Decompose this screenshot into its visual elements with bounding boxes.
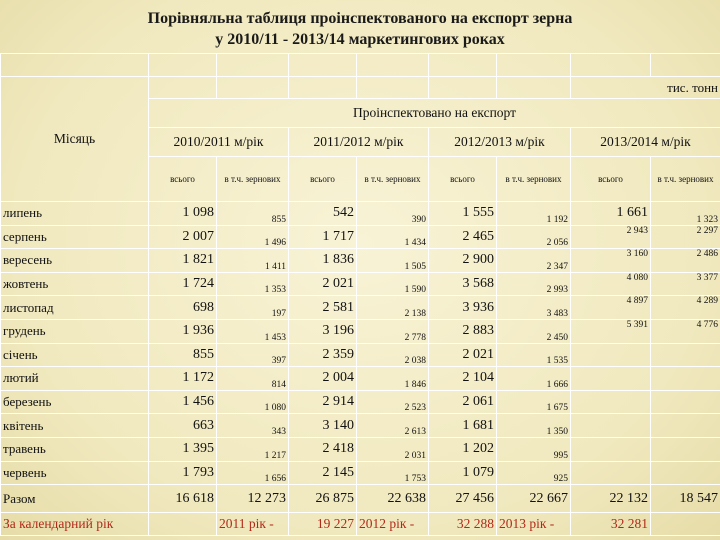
total-value-cell: 1 661 (571, 202, 651, 226)
total-value-cell: 1 172 (149, 367, 217, 391)
month-cell: січень (1, 343, 149, 367)
total-value-cell: 2 104 (429, 367, 497, 391)
total-value-cell (571, 390, 651, 414)
grain-value-cell: 2 038 (357, 343, 429, 367)
month-cell: липень (1, 202, 149, 226)
grain-value-cell: 390 (357, 202, 429, 226)
sub-header-grain: в т.ч. зернових (217, 157, 289, 202)
grain-value-cell (651, 390, 720, 414)
table-row (1, 249, 720, 273)
grain-value-cell (651, 414, 720, 438)
month-cell: травень (1, 437, 149, 461)
total-value-cell (571, 437, 651, 461)
grain-value-cell: 1 535 (497, 343, 571, 367)
grain-value-cell (651, 367, 720, 391)
total-value-cell: 3 936 (429, 296, 497, 320)
grain-value-cell: 1 496 (217, 225, 289, 249)
total-value-cell: 2 465 (429, 225, 497, 249)
total-value-cell: 855 (149, 343, 217, 367)
grain-value-cell: 2 297 (651, 225, 720, 249)
month-cell: листопад (1, 296, 149, 320)
grain-value-cell: 2 486 (651, 249, 720, 273)
month-cell: лютий (1, 367, 149, 391)
grain-value-cell: 1 846 (357, 367, 429, 391)
total-value-cell: 3 196 (289, 319, 357, 343)
grain-value-cell: 1 656 (217, 461, 289, 485)
sub-header-total: всього (429, 157, 497, 202)
month-cell: серпень (1, 225, 149, 249)
total-value-cell: 2 900 (429, 249, 497, 273)
calendar-year-value: 32 288 (429, 513, 497, 536)
total-value-cell: 22 667 (497, 485, 571, 513)
sub-header-total: всього (149, 157, 217, 202)
grain-value-cell: 2 138 (357, 296, 429, 320)
total-value-cell: 2 883 (429, 319, 497, 343)
unit-label: тис. тонн (571, 77, 720, 99)
table-row (1, 414, 720, 438)
sub-header-total: всього (289, 157, 357, 202)
grain-value-cell: 2 993 (497, 272, 571, 296)
total-value-cell: 2 061 (429, 390, 497, 414)
total-value-cell (571, 367, 651, 391)
total-value-cell: 2 021 (289, 272, 357, 296)
grain-value-cell: 1 590 (357, 272, 429, 296)
year-header: 2011/2012 м/рік (289, 128, 429, 157)
grain-value-cell: 925 (497, 461, 571, 485)
total-value-cell: 3 140 (289, 414, 357, 438)
grain-value-cell: 2 031 (357, 437, 429, 461)
empty-cell (1, 54, 149, 77)
total-value-cell: 1 793 (149, 461, 217, 485)
total-value-cell: 1 717 (289, 225, 357, 249)
grain-value-cell: 4 776 (651, 319, 720, 343)
table-row (1, 202, 720, 226)
grain-value-cell: 2 056 (497, 225, 571, 249)
month-cell: вересень (1, 249, 149, 273)
total-value-cell: 2 145 (289, 461, 357, 485)
total-value-cell: 1 836 (289, 249, 357, 273)
total-value-cell: 1 936 (149, 319, 217, 343)
table-row (1, 272, 720, 296)
year-header: 2012/2013 м/рік (429, 128, 571, 157)
table-row (1, 343, 720, 367)
total-value-cell: 12 273 (217, 485, 289, 513)
title-line-1: Порівняльна таблиця проінспектованого на експорт зерна (147, 10, 573, 27)
grain-value-cell: 1 453 (217, 319, 289, 343)
total-value-cell: 2 004 (289, 367, 357, 391)
total-value-cell: 2 418 (289, 437, 357, 461)
page-title (0, 8, 720, 50)
grain-value-cell: 2 613 (357, 414, 429, 438)
total-value-cell: 1 724 (149, 272, 217, 296)
total-value-cell: 2 914 (289, 390, 357, 414)
grain-value-cell: 3 483 (497, 296, 571, 320)
sub-header-total: всього (571, 157, 651, 202)
sub-header-grain: в т.ч. зернових (651, 157, 720, 202)
grain-value-cell: 1 753 (357, 461, 429, 485)
calendar-label: За календарний рік (1, 513, 149, 536)
grain-value-cell: 1 675 (497, 390, 571, 414)
grain-value-cell: 2 450 (497, 319, 571, 343)
export-table (0, 53, 720, 536)
grain-value-cell: 3 377 (651, 272, 720, 296)
total-value-cell: 22 638 (357, 485, 429, 513)
total-value-cell: 542 (289, 202, 357, 226)
grain-value-cell: 1 323 (651, 202, 720, 226)
total-row (1, 485, 720, 513)
total-value-cell: 5 391 (571, 319, 651, 343)
total-value-cell: 4 080 (571, 272, 651, 296)
month-cell: грудень (1, 319, 149, 343)
total-value-cell: 2 021 (429, 343, 497, 367)
total-value-cell: 2 581 (289, 296, 357, 320)
grain-value-cell: 995 (497, 437, 571, 461)
calendar-row (1, 513, 720, 536)
total-value-cell: 663 (149, 414, 217, 438)
month-cell: червень (1, 461, 149, 485)
grain-value-cell: 1 411 (217, 249, 289, 273)
grain-value-cell: 1 080 (217, 390, 289, 414)
grain-value-cell: 2 523 (357, 390, 429, 414)
title-line-2: у 2010/11 - 2013/14 маркетингових роках (215, 31, 505, 48)
month-cell: квітень (1, 414, 149, 438)
total-value-cell: 1 821 (149, 249, 217, 273)
grain-value-cell (651, 343, 720, 367)
grain-value-cell: 1 192 (497, 202, 571, 226)
total-value-cell: 4 897 (571, 296, 651, 320)
table-row (1, 319, 720, 343)
total-value-cell: 698 (149, 296, 217, 320)
grain-value-cell: 855 (217, 202, 289, 226)
total-value-cell: 1 395 (149, 437, 217, 461)
grain-value-cell: 1 353 (217, 272, 289, 296)
total-value-cell: 2 943 (571, 225, 651, 249)
month-cell: жовтень (1, 272, 149, 296)
total-value-cell: 1 456 (149, 390, 217, 414)
total-value-cell: 22 132 (571, 485, 651, 513)
month-header: Місяць (1, 77, 149, 202)
table-row (1, 461, 720, 485)
group-header: Проінспектовано на експорт (149, 99, 720, 128)
grain-value-cell: 397 (217, 343, 289, 367)
grain-value-cell: 1 666 (497, 367, 571, 391)
calendar-year-label: 2012 рік - (357, 513, 429, 536)
grain-value-cell: 2 347 (497, 249, 571, 273)
year-header: 2010/2011 м/рік (149, 128, 289, 157)
total-value-cell (571, 461, 651, 485)
sub-header-grain: в т.ч. зернових (357, 157, 429, 202)
table-row (1, 437, 720, 461)
grain-value-cell (651, 437, 720, 461)
total-value-cell: 3 568 (429, 272, 497, 296)
table-row (1, 225, 720, 249)
calendar-year-value (149, 513, 217, 536)
total-value-cell: 1 555 (429, 202, 497, 226)
grain-value-cell: 1 217 (217, 437, 289, 461)
table-row (1, 390, 720, 414)
total-value-cell: 16 618 (149, 485, 217, 513)
grain-value-cell: 1 505 (357, 249, 429, 273)
grain-value-cell: 2 778 (357, 319, 429, 343)
total-value-cell: 1 098 (149, 202, 217, 226)
grain-value-cell (651, 461, 720, 485)
total-label: Разом (1, 485, 149, 513)
calendar-year-label: 2013 рік - (497, 513, 571, 536)
total-value-cell: 2 007 (149, 225, 217, 249)
grain-value-cell: 1 434 (357, 225, 429, 249)
grain-value-cell: 1 350 (497, 414, 571, 438)
table-row (1, 296, 720, 320)
month-cell: березень (1, 390, 149, 414)
total-value-cell: 26 875 (289, 485, 357, 513)
total-value-cell: 1 202 (429, 437, 497, 461)
grain-value-cell: 343 (217, 414, 289, 438)
total-value-cell: 2 359 (289, 343, 357, 367)
sub-header-grain: в т.ч. зернових (497, 157, 571, 202)
calendar-year-value: 19 227 (289, 513, 357, 536)
total-value-cell: 27 456 (429, 485, 497, 513)
grain-value-cell: 197 (217, 296, 289, 320)
total-value-cell: 3 160 (571, 249, 651, 273)
total-value-cell (571, 414, 651, 438)
total-value-cell: 18 547 (651, 485, 720, 513)
total-value-cell: 1 079 (429, 461, 497, 485)
total-value-cell (571, 343, 651, 367)
grain-value-cell: 814 (217, 367, 289, 391)
grain-value-cell: 4 289 (651, 296, 720, 320)
calendar-year-value (651, 513, 720, 536)
table-row (1, 367, 720, 391)
calendar-year-label: 2011 рік - (217, 513, 289, 536)
total-value-cell: 1 681 (429, 414, 497, 438)
year-header: 2013/2014 м/рік (571, 128, 720, 157)
calendar-year-value: 32 281 (571, 513, 651, 536)
